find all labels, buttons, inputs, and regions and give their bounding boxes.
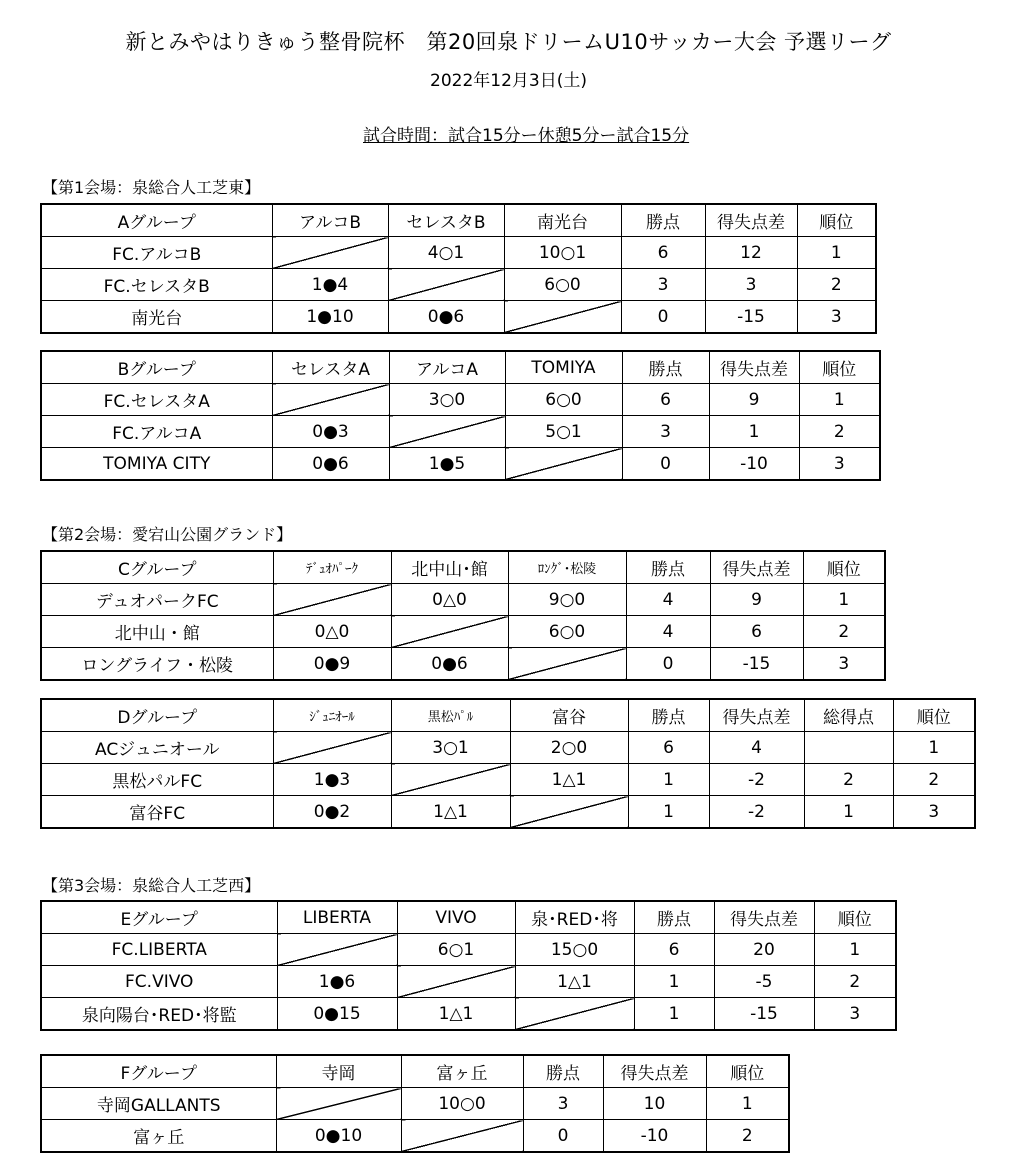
table-row (41, 616, 885, 648)
match-result: 6○0 (504, 269, 621, 301)
stat-cell: -10 (709, 448, 799, 481)
stat-cell: 4 (709, 732, 804, 764)
stat-cell: 1 (799, 384, 880, 416)
group-b-header-cell: TOMIYA (505, 351, 622, 384)
group-e-header-cell: 得失点差 (714, 901, 814, 934)
group-a-header-cell: アルコB (272, 204, 388, 237)
group-c-header-cell: 得失点差 (710, 551, 803, 584)
stat-cell: -10 (603, 1120, 706, 1153)
stat-cell: 9 (709, 384, 799, 416)
group-d-header-cell: 黒松ﾊﾟﾙ (391, 699, 510, 732)
stat-cell: 3 (523, 1088, 603, 1120)
stat-cell: 2 (706, 1120, 789, 1153)
stat-cell: -15 (710, 648, 803, 681)
venue-2-heading: 【第2会場：愛宕山公園グランド】 (42, 525, 293, 544)
self-match-diagonal (389, 416, 505, 448)
group-c-header-cell: ﾃﾞｭｵﾊﾟｰｸ (273, 551, 391, 584)
team-name: FC.アルコA (41, 416, 272, 448)
stat-cell: 1 (803, 584, 885, 616)
stat-cell: 6 (622, 384, 709, 416)
stat-cell: 2 (797, 269, 876, 301)
group-d-header-cell: 順位 (893, 699, 975, 732)
stat-cell: 0 (621, 301, 705, 334)
self-match-diagonal (508, 648, 626, 681)
self-match-diagonal (397, 966, 515, 998)
stat-cell: 6 (710, 616, 803, 648)
stat-cell: 9 (710, 584, 803, 616)
group-c-header-cell: ﾛﾝｸﾞ･松陵 (508, 551, 626, 584)
group-a-header-cell: 勝点 (621, 204, 705, 237)
match-result: 9○0 (508, 584, 626, 616)
stat-cell: 1 (634, 966, 714, 998)
stat-cell: 10 (603, 1088, 706, 1120)
match-result: 10○1 (504, 237, 621, 269)
stat-cell: -5 (714, 966, 814, 998)
table-row (41, 764, 975, 796)
group-b-header-cell: 得失点差 (709, 351, 799, 384)
group-d-header-cell: ｼﾞｭﾆｵｰﾙ (273, 699, 391, 732)
stat-cell: 2 (799, 416, 880, 448)
stat-cell: -2 (709, 764, 804, 796)
match-result: 1△1 (391, 796, 510, 829)
team-name: TOMIYA CITY (41, 448, 272, 481)
group-c-header-row (41, 551, 885, 584)
self-match-diagonal (401, 1120, 523, 1153)
page-title: 新とみやはりきゅう整骨院杯 第20回泉ドリームU10サッカー大会 予選リーグ (125, 30, 892, 54)
stat-cell: 4 (626, 616, 710, 648)
stat-cell: 2 (803, 616, 885, 648)
self-match-diagonal (515, 998, 634, 1031)
team-name: デュオパークFC (41, 584, 273, 616)
match-result: 1△1 (510, 764, 628, 796)
match-result: 3○1 (391, 732, 510, 764)
group-e-header-cell: 順位 (814, 901, 896, 934)
table-row (41, 966, 896, 998)
venue-3-heading: 【第3会場：泉総合人工芝西】 (42, 876, 261, 895)
stat-cell: 1 (797, 237, 876, 269)
self-match-diagonal (505, 448, 622, 481)
stat-cell: 1 (709, 416, 799, 448)
group-d-header-cell: 総得点 (804, 699, 893, 732)
group-b-header-row (41, 351, 880, 384)
stat-cell: 6 (628, 732, 709, 764)
team-name: 黒松パルFC (41, 764, 273, 796)
group-a-table (40, 203, 877, 334)
match-result: 1△1 (515, 966, 634, 998)
group-b-header-cell: 勝点 (622, 351, 709, 384)
group-a-header-cell: 南光台 (504, 204, 621, 237)
stat-cell: 3 (814, 998, 896, 1031)
self-match-diagonal (273, 732, 391, 764)
team-name: FC.LIBERTA (41, 934, 277, 966)
match-result: 0●6 (391, 648, 508, 681)
stat-cell: 3 (797, 301, 876, 334)
match-result: 10○0 (401, 1088, 523, 1120)
table-row (41, 301, 876, 334)
group-b-header-cell: 順位 (799, 351, 880, 384)
team-name: 北中山・館 (41, 616, 273, 648)
self-match-diagonal (277, 934, 397, 966)
group-c-table (40, 550, 886, 681)
match-result: 1●6 (277, 966, 397, 998)
group-f-header-cell: 順位 (706, 1055, 789, 1088)
stat-cell: 6 (621, 237, 705, 269)
table-row (41, 1088, 789, 1120)
team-name: FC.セレスタB (41, 269, 272, 301)
group-f-name: Fグループ (41, 1055, 276, 1088)
match-result: 0●2 (273, 796, 391, 829)
group-c-header-cell: 勝点 (626, 551, 710, 584)
stat-cell: 3 (622, 416, 709, 448)
stat-cell: 3 (893, 796, 975, 829)
stat-cell: 2 (893, 764, 975, 796)
team-name: FC.VIVO (41, 966, 277, 998)
self-match-diagonal (272, 384, 389, 416)
group-f-header-cell: 寺岡 (276, 1055, 401, 1088)
match-result: 1●10 (272, 301, 388, 334)
match-result: 15○0 (515, 934, 634, 966)
match-result: 0●9 (273, 648, 391, 681)
group-f-header-cell: 富ヶ丘 (401, 1055, 523, 1088)
self-match-diagonal (276, 1088, 401, 1120)
match-result: 0●3 (272, 416, 389, 448)
stat-cell: 1 (628, 796, 709, 829)
stat-cell: 12 (705, 237, 797, 269)
team-name: FC.アルコB (41, 237, 272, 269)
match-result: 6○0 (505, 384, 622, 416)
group-a-header-cell: 順位 (797, 204, 876, 237)
match-result: 0●6 (272, 448, 389, 481)
table-row (41, 269, 876, 301)
group-e-table (40, 900, 897, 1031)
table-row (41, 584, 885, 616)
team-name: ACジュニオール (41, 732, 273, 764)
stat-cell: 1 (628, 764, 709, 796)
group-d-header-cell: 富谷 (510, 699, 628, 732)
group-f-header-row (41, 1055, 789, 1088)
match-result: 5○1 (505, 416, 622, 448)
stat-cell: 3 (705, 269, 797, 301)
match-result: 6○0 (508, 616, 626, 648)
stat-cell: 1 (634, 998, 714, 1031)
self-match-diagonal (272, 237, 388, 269)
stat-cell: 1 (814, 934, 896, 966)
venue-1-heading: 【第1会場：泉総合人工芝東】 (42, 178, 261, 197)
group-a-header-cell: セレスタB (388, 204, 504, 237)
team-name: 富谷FC (41, 796, 273, 829)
stat-cell: 3 (803, 648, 885, 681)
table-row (41, 648, 885, 681)
match-time-note: 試合時間：試合15分ー休憩5分ー試合15分 (363, 126, 690, 146)
team-name: ロングライフ・松陵 (41, 648, 273, 681)
group-c-name: Cグループ (41, 551, 273, 584)
stat-cell: -2 (709, 796, 804, 829)
stat-cell: 20 (714, 934, 814, 966)
team-name: 寺岡GALLANTS (41, 1088, 276, 1120)
group-a-name: Aグループ (41, 204, 272, 237)
self-match-diagonal (273, 584, 391, 616)
stat-cell (804, 732, 893, 764)
group-e-header-cell: 泉･RED･将 (515, 901, 634, 934)
group-b-header-cell: アルコA (389, 351, 505, 384)
group-e-name: Eグループ (41, 901, 277, 934)
group-e-header-row (41, 901, 896, 934)
tournament-date: 2022年12月3日(土) (430, 71, 587, 91)
group-e-header-cell: LIBERTA (277, 901, 397, 934)
self-match-diagonal (504, 301, 621, 334)
match-result: 1●4 (272, 269, 388, 301)
match-result: 1△1 (397, 998, 515, 1031)
match-result: 0●10 (276, 1120, 401, 1153)
self-match-diagonal (391, 616, 508, 648)
table-row (41, 416, 880, 448)
table-row (41, 1120, 789, 1153)
group-d-table (40, 698, 976, 829)
group-a-header-row (41, 204, 876, 237)
team-name: FC.セレスタA (41, 384, 272, 416)
group-f-table (40, 1054, 790, 1153)
stat-cell: 2 (814, 966, 896, 998)
stat-cell: -15 (714, 998, 814, 1031)
team-name: 泉向陽台･RED･将監 (41, 998, 277, 1031)
group-e-header-cell: VIVO (397, 901, 515, 934)
group-d-header-row (41, 699, 975, 732)
team-name: 富ヶ丘 (41, 1120, 276, 1153)
table-row (41, 934, 896, 966)
stat-cell: 0 (622, 448, 709, 481)
group-b-header-cell: セレスタA (272, 351, 389, 384)
group-f-header-cell: 得失点差 (603, 1055, 706, 1088)
self-match-diagonal (391, 764, 510, 796)
stat-cell: 3 (799, 448, 880, 481)
stat-cell: 4 (626, 584, 710, 616)
team-name: 南光台 (41, 301, 272, 334)
table-row (41, 448, 880, 481)
match-result: 1●5 (389, 448, 505, 481)
group-d-name: Dグループ (41, 699, 273, 732)
match-result: 1●3 (273, 764, 391, 796)
group-b-table (40, 350, 881, 481)
match-result: 0●15 (277, 998, 397, 1031)
stat-cell: 1 (706, 1088, 789, 1120)
self-match-diagonal (388, 269, 504, 301)
table-row (41, 796, 975, 829)
table-row (41, 732, 975, 764)
table-row (41, 237, 876, 269)
match-result: 0△0 (391, 584, 508, 616)
table-row (41, 998, 896, 1031)
match-result: 4○1 (388, 237, 504, 269)
group-e-header-cell: 勝点 (634, 901, 714, 934)
match-result: 6○1 (397, 934, 515, 966)
stat-cell: 1 (893, 732, 975, 764)
stat-cell: 1 (804, 796, 893, 829)
match-result: 3○0 (389, 384, 505, 416)
self-match-diagonal (510, 796, 628, 829)
stat-cell: 2 (804, 764, 893, 796)
table-row (41, 384, 880, 416)
group-c-header-cell: 北中山･館 (391, 551, 508, 584)
group-c-header-cell: 順位 (803, 551, 885, 584)
group-f-header-cell: 勝点 (523, 1055, 603, 1088)
match-result: 0●6 (388, 301, 504, 334)
stat-cell: 0 (626, 648, 710, 681)
stat-cell: 3 (621, 269, 705, 301)
match-result: 2○0 (510, 732, 628, 764)
stat-cell: 6 (634, 934, 714, 966)
group-d-header-cell: 得失点差 (709, 699, 804, 732)
group-a-header-cell: 得失点差 (705, 204, 797, 237)
stat-cell: -15 (705, 301, 797, 334)
match-result: 0△0 (273, 616, 391, 648)
stat-cell: 0 (523, 1120, 603, 1153)
group-b-name: Bグループ (41, 351, 272, 384)
group-d-header-cell: 勝点 (628, 699, 709, 732)
